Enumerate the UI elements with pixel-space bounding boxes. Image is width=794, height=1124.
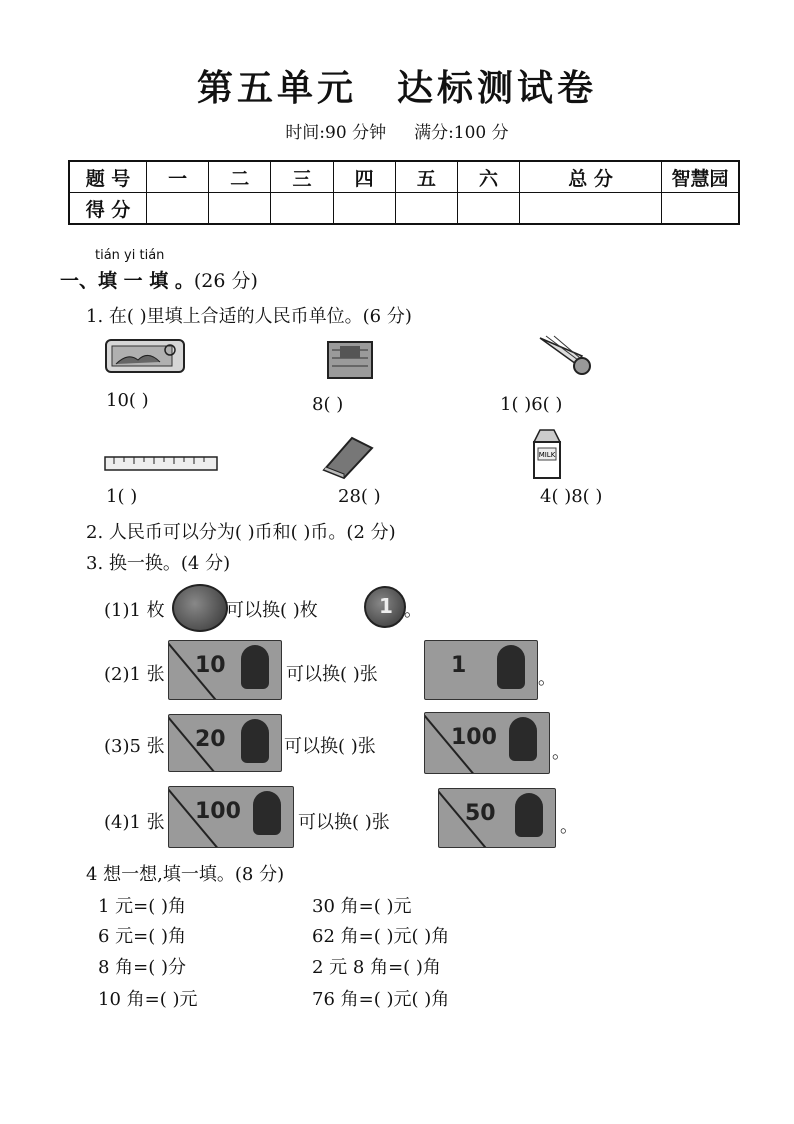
item-label: 10( ) (106, 390, 149, 411)
exchange-1-end: 。 (404, 600, 422, 621)
question-1: 1. 在( )里填上合适的人民币单位。(6 分) (86, 306, 412, 327)
coin-icon (364, 586, 406, 628)
score-table-header: 总 分 (520, 161, 662, 193)
question-4: 4 想一想,填一填。(8 分) (86, 864, 285, 885)
exchange-4-prefix: (4)1 张 (104, 812, 165, 833)
conversion-right: 76 角=( )元( )角 (312, 989, 450, 1010)
exchange-1-text: 可以换( )枚 (226, 600, 318, 621)
shuttlecock-icon (536, 334, 592, 378)
banknote-icon (424, 712, 550, 774)
exchange-3-text: 可以换( )张 (284, 736, 376, 757)
score-table-header: 智慧园 (662, 161, 740, 193)
page-title (0, 60, 794, 111)
title-unit: 第五单元 (196, 67, 357, 109)
score-cell[interactable] (271, 193, 333, 225)
score-table-header: 二 (209, 161, 271, 193)
item-label: 28( ) (338, 486, 381, 507)
banknote-denomination: 50 (465, 801, 496, 826)
score-cell[interactable] (147, 193, 209, 225)
title-test: 达标测试卷 (397, 67, 598, 109)
score-cell[interactable] (520, 193, 662, 225)
exchange-2-end: 。 (538, 668, 556, 689)
item-label: 1( ) (106, 486, 138, 507)
score-cell[interactable] (457, 193, 519, 225)
exchange-1-prefix: (1)1 枚 (104, 600, 165, 621)
banknote-icon (424, 640, 538, 700)
banknote-denomination: 100 (195, 799, 241, 824)
score-table-header: 题 号 (69, 161, 147, 193)
score-cell[interactable] (662, 193, 740, 225)
exam-info (0, 118, 794, 143)
conversion-left: 8 角=( )分 (98, 957, 187, 978)
question-3: 3. 换一换。(4 分) (86, 553, 231, 574)
conversion-right: 2 元 8 角=( )角 (312, 957, 441, 978)
score-cell[interactable] (395, 193, 457, 225)
milk-carton-text: MILK (538, 451, 556, 459)
score-table-header: 三 (271, 161, 333, 193)
score-table (68, 160, 740, 225)
score-table-header: 五 (395, 161, 457, 193)
banknote-icon (168, 640, 282, 700)
exchange-2-prefix: (2)1 张 (104, 664, 165, 685)
section-pinyin: tián yi tián (95, 248, 165, 263)
conversion-right: 30 角=( )元 (312, 896, 412, 917)
score-table-header: 一 (147, 161, 209, 193)
conversion-left: 10 角=( )元 (98, 989, 198, 1010)
exchange-3-prefix: (3)5 张 (104, 736, 165, 757)
banknote-denomination: 10 (195, 653, 226, 678)
section-title: 一、填 一 填 。 (60, 270, 194, 292)
banknote-icon (438, 788, 556, 848)
coin-value: 1 (379, 594, 393, 618)
score-row-label: 得 分 (69, 193, 147, 225)
section-heading (60, 266, 258, 293)
exchange-4-text: 可以换( )张 (298, 812, 390, 833)
score-table-header: 六 (457, 161, 519, 193)
item-label: 1( )6( ) (500, 394, 563, 415)
pencil-case-icon (104, 336, 186, 376)
banknote-icon (168, 786, 294, 848)
conversion-right: 62 角=( )元( )角 (312, 926, 450, 947)
notebook-icon (326, 340, 374, 380)
score-table-score-row (69, 193, 739, 225)
section-points: (26 分) (193, 270, 258, 292)
item-label: 8( ) (312, 394, 344, 415)
exchange-2-text: 可以换( )张 (286, 664, 378, 685)
time-label: 时间:90 分钟 (285, 123, 387, 143)
exchange-3-end: 。 (552, 742, 570, 763)
banknote-denomination: 100 (451, 725, 497, 750)
item-label: 4( )8( ) (540, 486, 603, 507)
coin-icon (172, 584, 228, 632)
full-score-label: 满分:100 分 (414, 123, 509, 143)
conversion-left: 6 元=( )角 (98, 926, 187, 947)
exchange-4-end: 。 (560, 816, 578, 837)
score-table-header: 四 (333, 161, 395, 193)
ruler-icon (104, 456, 218, 472)
milk-carton-icon (530, 428, 564, 480)
banknote-denomination: 20 (195, 727, 226, 752)
score-table-header-row (69, 161, 739, 193)
banknote-icon (168, 714, 282, 772)
score-cell[interactable] (209, 193, 271, 225)
book-icon (322, 436, 374, 480)
question-2: 2. 人民币可以分为( )币和( )币。(2 分) (86, 522, 396, 543)
banknote-denomination: 1 (451, 653, 467, 678)
score-cell[interactable] (333, 193, 395, 225)
conversion-left: 1 元=( )角 (98, 896, 187, 917)
